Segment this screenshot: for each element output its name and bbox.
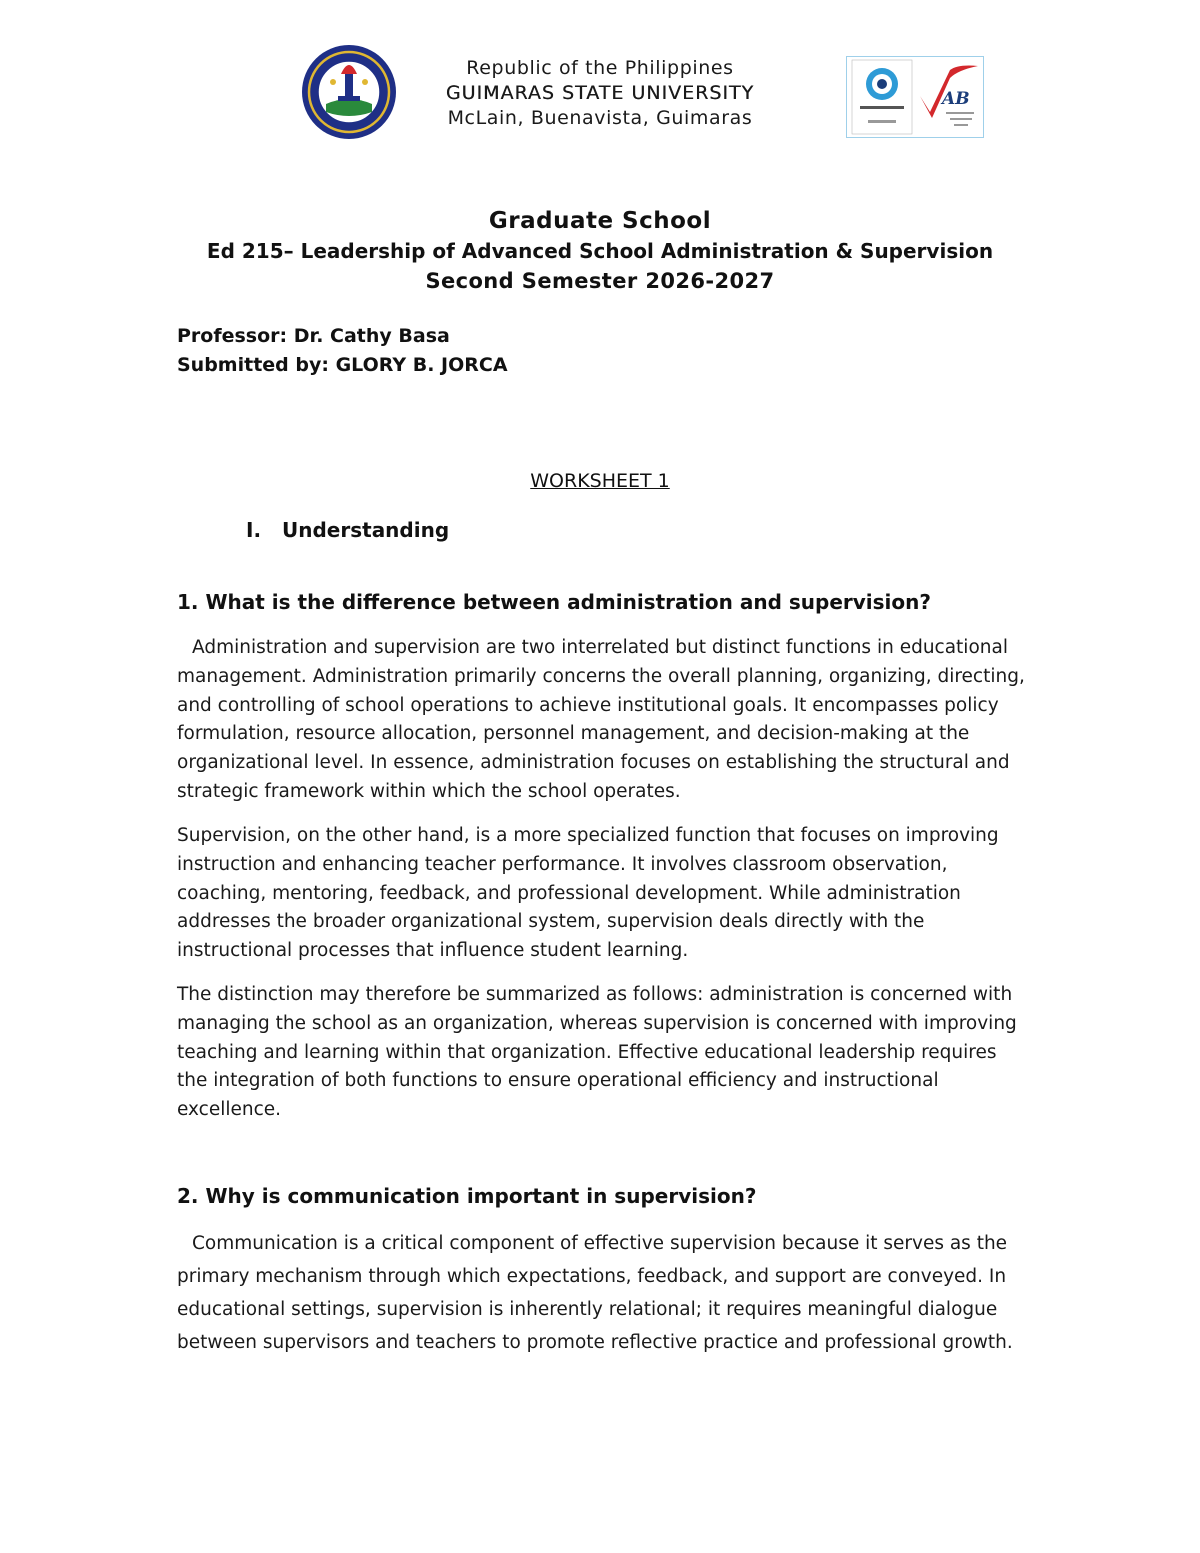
course-title: Ed 215– Leadership of Advanced School Administration & Supervision bbox=[206, 239, 994, 263]
republic-line: Republic of the Philippines bbox=[466, 57, 734, 79]
section-number: I. bbox=[246, 518, 262, 542]
question-heading: 2. Why is communication important in supervision? bbox=[177, 1184, 757, 1208]
section-heading bbox=[246, 518, 449, 542]
svg-text:AB: AB bbox=[942, 89, 970, 109]
answer-paragraph: Supervision, on the other hand, is a more specialized function that focuses on improving instruction and enhancing teacher performance. It involves classroom observation, coaching, mentoring, feedback, and professional development. While administration addresses the broader organizational system, supervision deals directly with the instructional processes that influence student learning. bbox=[177, 825, 999, 962]
submitted-by-line: Submitted by: GLORY B. JORCA bbox=[177, 354, 508, 376]
submission-info bbox=[177, 322, 508, 380]
section-title: Understanding bbox=[282, 518, 450, 542]
answer-paragraph: Communication is a critical component of effective supervision because it serves as the primary mechanism through which expectations, feedback, and support are conveyed. In educational settings, supervision is inherently relational; it requires meaningful dialogue between supervisors and teachers to promote reflective practice and professional growth. bbox=[177, 1233, 1013, 1353]
school-title: Graduate School bbox=[488, 208, 712, 234]
semester-title: Second Semester 2026-2027 bbox=[425, 269, 775, 293]
university-location: McLain, Buenavista, Guimaras bbox=[447, 107, 753, 129]
course-title-block bbox=[0, 206, 1200, 296]
university-name: GUIMARAS STATE UNIVERSITY bbox=[445, 82, 755, 104]
university-seal-logo bbox=[300, 44, 398, 140]
certification-logos bbox=[846, 56, 984, 138]
answer-paragraph: Administration and supervision are two interrelated but distinct functions in educational management. Administration primarily concerns the overall planning, organizing, directing, and controlling of school operations to achieve institutional goals. It encompasses policy formulation, resource allocation, personnel management, and decision-making at the organizational level. In essence, administration focuses on establishing the structural and strategic framework within which the school operates. bbox=[177, 637, 1025, 802]
answer-paragraph: The distinction may therefore be summarized as follows: administration is concerned with managing the school as an organization, whereas supervision is concerned with improving teaching and learning within that organization. Effective educational leadership requires the integration of both functions to ensure operational efficiency and instructional excellence. bbox=[177, 984, 1017, 1121]
worksheet-heading: WORKSHEET 1 bbox=[530, 470, 670, 492]
question-heading: 1. What is the difference between administration and supervision? bbox=[177, 590, 931, 614]
letterhead bbox=[400, 56, 800, 131]
professor-line: Professor: Dr. Cathy Basa bbox=[177, 325, 450, 347]
